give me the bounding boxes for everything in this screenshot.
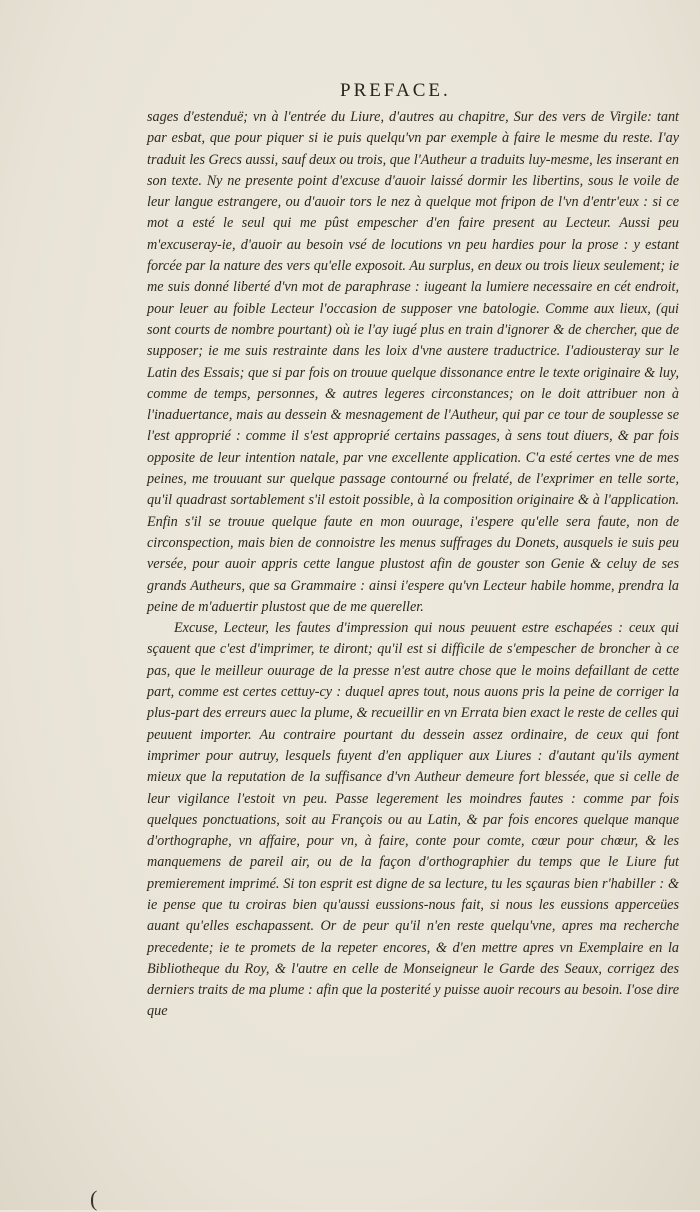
paragraph: Excuse, Lecteur, les fautes d'impression qui nous peuuent estre eschapées : ceux qui sçauent que c'est d'imprimer, te diront; qu'il est si difficile de s'empescher de broncher à ce pas, que le meilleur ouurage de la presse n'est autre chose que le moins defaillant de cette part, comme est certes cettuy-cy : duquel apres tout, nous auons pris la peine de corriger la plus-part des erreurs auec la plume, & recueillir en vn Errata bien exact le reste de celles qui peuuent importer. Au contraire pourtant du dessein assez ordinaire, de ceux qui font imprimer pour autruy, lesquels fuyent d'en appliquer aux Liures : d'autant qu'ils ayment mieux que la reputation de la suffisance d'vn Autheur demeure fort blessée, que si celle de leur vigilance l'estoit vn peu. Passe legerement les moindres fautes : comme par fois quelques ponctuations, soit au François ou au Latin, & par fois encores quelque manque d'orthographe, vn affaire, pour vn, à faire, conte pour comte, cœur pour chœur, & les manquemens de pareil air, ou de la façon d'orthographier du temps que le Liure fut premierement imprimé. Si ton esprit est digne de sa lecture, tu les sçauras bien r'habiller : & ie pense que tu croiras bien qu'aussi eussions-nous fait, si nous les eussions apperceües auant qu'elles eschapassent. Or de peur qu'il n'en reste quelqu'vne, apres ma recherche precedente; ie te promets de la repeter encores, & d'en mettre apres vn Exemplaire en la Bibliotheque du Roy, & l'autre en celle de Monseigneur le Garde des Seaux, corrigez des derniers traits de ma plume : afin que la posterité y puisse auoir recours au besoin. I'ose dire que (147, 620, 679, 1020)
page-header: PREFACE. (340, 80, 451, 101)
paragraph: sages d'estenduë; vn à l'entrée du Liure, d'autres au chapitre, Sur des vers de Virgile: tant par esbat, que pour piquer si ie puis quelqu'vn par exemple à faire le mesme du reste. I'ay traduit les Grecs aussi, sauf deux ou trois, que l'Autheur a traduits luy-mesme, les inserant en son texte. Ny ne presente point d'excuse d'auoir laissé dormir les libertins, sous le voile de leur langue estrangere, ou d'auoir tors le nez à quelque mot fripon de l'vn d'entr'eux : si ce mot a esté le seul qui me pûst empescher d'en faire present au Lecteur. Aussi peu m'excuseray-ie, d'auoir au besoin vsé de locutions vn peu hardies pour la prose : y estant forcée par la nature des vers qu'elle exposoit. Au surplus, en deux ou trois lieux seulement; ie me suis donné liberté d'vn mot de paraphrase : iugeant la lumiere necessaire en cét endroit, pour leuer au foible Lecteur l'occasion de supposer vne batologie. Comme aux lieux, (qui sont courts de nombre pourtant) où ie l'ay iugé plus en train d'ignorer & de chercher, que de supposer; ie me suis restrainte dans les loix d'vne austere traductrice. I'adiousteray sur le Latin des Essais; que si par fois on trouue quelque dissonance entre le texte originaire & luy, comme de temps, personnes, & autres legeres circonstances; on le doit attribuer non à l'inaduertance, mais au dessein & mesnagement de l'Autheur, qui par ce tour de souplesse se l'est approprié : comme il s'est approprié certains passages, à sens tout diuers, & par fois opposite de leur intention natale, par vne excellente application. C'a esté certes vne de mes peines, me trouuant sur quelque passage contourné ou frelaté, de l'exprimer en telle sorte, qu'il quadrast sortablement s'il estoit possible, à la composition originaire & à l'application. Enfin s'il se trouue quelque faute en mon ouurage, i'espere qu'elle sera faute, non de circonspection, mais bien de connoistre les menus suffrages du Donets, ausquels ie suis peu versée, pour auoir appris cette langue plustost afin de gouster son Genie & celuy de ses grands Autheurs, que sa Grammaire : ainsi i'espere qu'vn Lecteur habile homme, prendra la peine de m'aduertir plustost que de me quereller. (147, 109, 679, 615)
body-text (147, 107, 679, 1023)
margin-mark: ( (90, 1186, 98, 1211)
